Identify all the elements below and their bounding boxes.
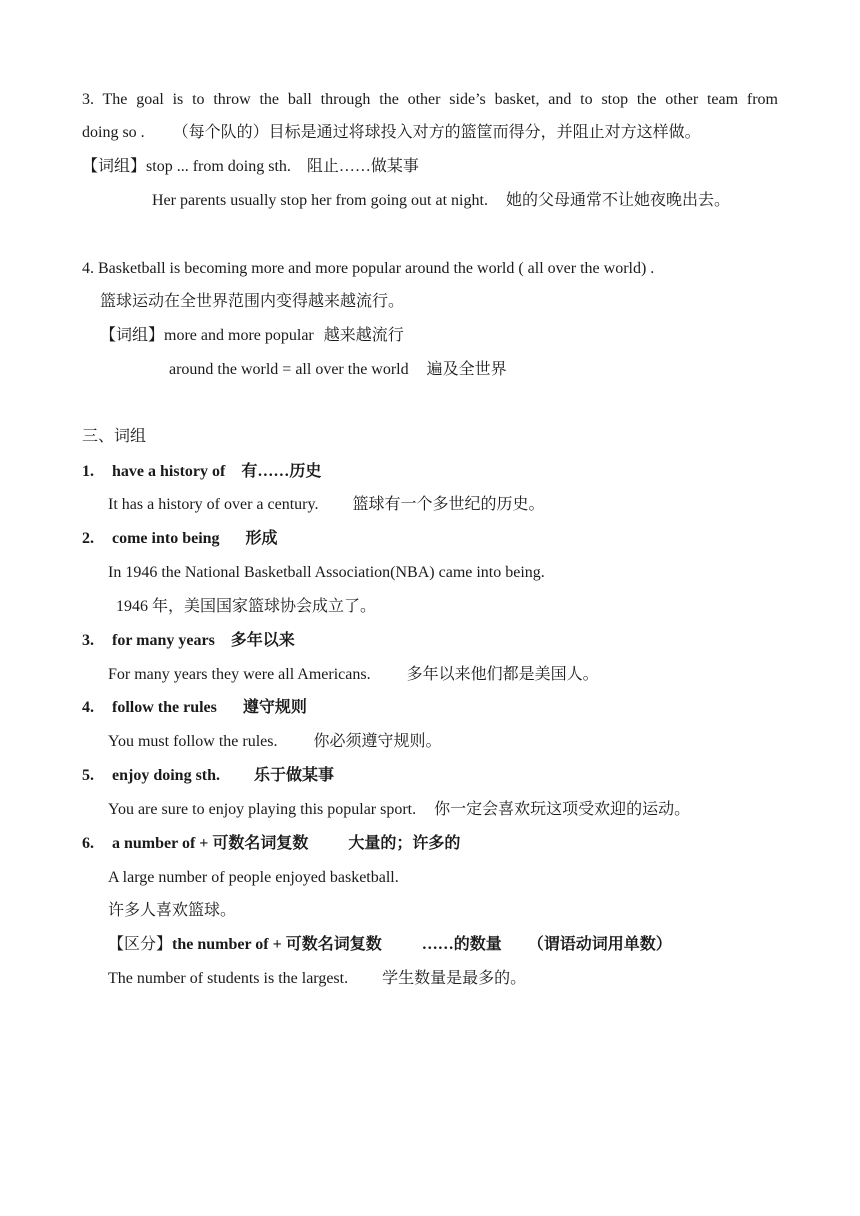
- item-1-heading: [82, 462, 321, 482]
- item-number: 3.: [82, 632, 94, 649]
- item-meaning: 有……历史: [241, 463, 322, 480]
- item-2-heading: [82, 529, 278, 549]
- example-zh: 你一定会喜欢玩这项受欢迎的运动。: [434, 801, 691, 818]
- sentence-4-phrase-1: [100, 326, 404, 346]
- distinction-phrase: the number of + 可数名词复数: [172, 936, 382, 953]
- item-5-example: [108, 800, 690, 820]
- example-en: Her parents usually stop her from going out at night.: [152, 192, 488, 209]
- phrase-tag: 【词组】: [100, 327, 165, 344]
- item-phrase: have a history of: [112, 463, 226, 480]
- phrase-text: stop ... from doing sth.: [146, 158, 291, 175]
- sentence-3-line-2: [82, 123, 701, 143]
- item-6-example-zh: 许多人喜欢篮球。: [108, 902, 237, 919]
- item-6-distinction: [108, 935, 672, 955]
- phrase-meaning: 遍及全世界: [426, 361, 507, 378]
- sentence-4-line-1: 4. Basketball is becoming more and more popular around the world ( all over the world) .: [82, 260, 655, 277]
- distinction-tag: 【区分】: [108, 936, 173, 953]
- item-meaning: 形成: [245, 530, 278, 547]
- example-zh: 她的父母通常不让她夜晚出去。: [505, 192, 730, 209]
- item-2-example-en: In 1946 the National Basketball Association(NBA) came into being.: [108, 564, 545, 581]
- item-6-distinction-example: [108, 969, 526, 989]
- example-zh: 你必须遵守规则。: [313, 733, 442, 750]
- item-meaning: 大量的；许多的: [348, 835, 461, 852]
- item-5-heading: [82, 766, 334, 786]
- item-number: 2.: [82, 530, 94, 547]
- phrase-meaning: 越来越流行: [323, 327, 404, 344]
- item-phrase: for many years: [112, 632, 215, 649]
- example-en: You must follow the rules.: [108, 733, 278, 750]
- example-zh: 篮球有一个多世纪的历史。: [352, 496, 545, 513]
- item-number: 4.: [82, 699, 94, 716]
- distinction-note: （谓语动词用单数）: [527, 936, 672, 953]
- item-1-example: [108, 495, 544, 515]
- item-phrase: come into being: [112, 530, 220, 547]
- item-phrase: a number of + 可数名词复数: [112, 835, 309, 852]
- item-6-example-en: A large number of people enjoyed basketball.: [108, 869, 399, 886]
- item-2-example-zh: 1946 年，美国国家篮球协会成立了。: [116, 598, 377, 615]
- item-4-example: [108, 732, 442, 752]
- example-en: It has a history of over a century.: [108, 496, 319, 513]
- item-meaning: 多年以来: [230, 632, 295, 649]
- item-number: 1.: [82, 463, 94, 480]
- item-phrase: enjoy doing sth.: [112, 767, 221, 784]
- phrase-text: more and more popular: [164, 327, 314, 344]
- item-number: 5.: [82, 767, 94, 784]
- sentence-3-phrase: [82, 157, 419, 177]
- sentence-4-phrase-2: [169, 360, 507, 380]
- example-en: For many years they were all Americans.: [108, 666, 371, 683]
- sentence-3-translation: （每个队的）目标是通过将球投入对方的篮筐而得分，并阻止对方这样做。: [172, 124, 701, 141]
- item-3-heading: [82, 631, 295, 651]
- phrase-meaning: 阻止……做某事: [306, 158, 419, 175]
- sentence-3-en-tail: doing so .: [82, 124, 145, 141]
- sentence-4-translation: 篮球运动在全世界范围内变得越来越流行。: [100, 293, 405, 310]
- item-meaning: 遵守规则: [242, 699, 307, 716]
- phrase-text: around the world = all over the world: [169, 361, 409, 378]
- item-number: 6.: [82, 835, 94, 852]
- sentence-3-example: [152, 191, 730, 211]
- item-meaning: 乐于做某事: [254, 767, 335, 784]
- item-phrase: follow the rules: [112, 699, 217, 716]
- example-zh: 学生数量是最多的。: [382, 970, 527, 987]
- item-3-example: [108, 665, 599, 685]
- item-6-heading: [82, 834, 460, 854]
- section-title: 三、词组: [82, 428, 147, 445]
- distinction-meaning: ……的数量: [421, 936, 502, 953]
- sentence-3-line-1: 3. The goal is to throw the ball through the other side’s basket, and to stop the other team from: [82, 91, 778, 108]
- example-en: The number of students is the largest.: [108, 970, 349, 987]
- example-en: You are sure to enjoy playing this popular sport.: [108, 801, 417, 818]
- phrase-tag: 【词组】: [82, 158, 147, 175]
- example-zh: 多年以来他们都是美国人。: [406, 666, 599, 683]
- item-4-heading: [82, 698, 307, 718]
